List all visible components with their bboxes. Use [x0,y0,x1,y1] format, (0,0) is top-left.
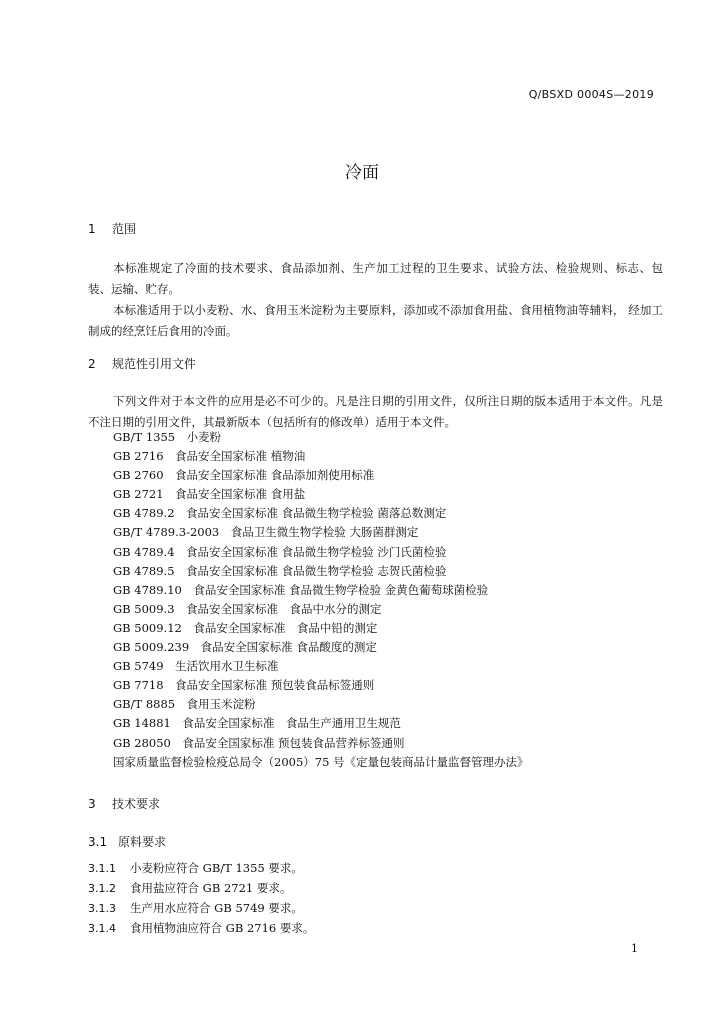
section-title: 规范性引用文件 [112,357,197,371]
reference-item: GB 5749 生活饮用水卫生标准 [113,659,279,674]
subsection-title: 原料要求 [118,835,167,849]
page-number: 1 [631,942,638,955]
clause-number: 3.1.1 [88,862,116,875]
section-number: 1 [88,222,96,236]
section-number: 2 [88,357,96,371]
requirement-item [88,918,668,938]
document-code: Q/BSXD 0004S—2019 [528,88,654,101]
section-heading-scope [88,220,136,237]
clause-text: 生产用水应符合 GB 5749 要求。 [130,901,303,915]
requirement-item [88,858,668,878]
clause-text: 小麦粉应符合 GB/T 1355 要求。 [130,861,303,875]
reference-item: GB/T 4789.3-2003 食品卫生微生物学检验 大肠菌群测定 [113,525,419,540]
document-title: 冷面 [345,163,379,183]
section-title: 范围 [112,222,137,236]
subsection-number: 3.1 [88,835,108,849]
requirement-item [88,898,668,918]
clause-text: 食用盐应符合 GB 2721 要求。 [130,881,292,895]
subsection-heading-raw-materials [88,833,166,850]
clause-number: 3.1.4 [88,922,116,935]
reference-item: GB 2716 食品安全国家标准 植物油 [113,449,306,464]
reference-item: GB 5009.239 食品安全国家标准 食品酸度的测定 [113,640,377,655]
clause-number: 3.1.3 [88,902,116,915]
reference-item: GB 5009.3 食品安全国家标准 食品中水分的测定 [113,601,382,616]
reference-item: GB 2721 食品安全国家标准 食用盐 [113,487,306,502]
scope-paragraph-1: 本标准规定了冷面的技术要求、食品添加剂、生产加工过程的卫生要求、试验方法、检验规则、标志、包装、运输、贮存。 [88,261,663,296]
reference-item: GB 5009.12 食品安全国家标准 食品中铅的测定 [113,620,378,635]
reference-item: GB 28050 食品安全国家标准 预包装食品营养标签通则 [113,735,405,750]
raw-material-requirements [88,858,668,938]
section-heading-references [88,355,196,372]
reference-item: GB 4789.4 食品安全国家标准 食品微生物学检验 沙门氏菌检验 [113,544,447,559]
reference-item: GB 14881 食品安全国家标准 食品生产通用卫生规范 [113,716,401,731]
reference-item: GB 7718 食品安全国家标准 预包装食品标签通则 [113,678,375,693]
reference-item: GB 4789.10 食品安全国家标准 食品微生物学检验 金黄色葡萄球菌检验 [113,582,489,597]
scope-paragraph-2: 本标准适用于以小麦粉、水、食用玉米淀粉为主要原料，添加或不添加食用盐、食用植物油等辅料， 经加工制成的经烹饪后食用的冷面。 [88,303,663,338]
reference-item: GB/T 8885 食用玉米淀粉 [113,697,256,712]
reference-item: 国家质量监督检验检疫总局令（2005）75 号《定量包装商品计量监督管理办法》 [113,754,529,769]
clause-text: 食用植物油应符合 GB 2716 要求。 [130,921,315,935]
references-intro: 下列文件对于本文件的应用是必不可少的。凡是注日期的引用文件，仅所注日期的版本适用于本文件。凡是不注日期的引用文件，其最新版本（包括所有的修改单）适用于本文件。 [88,394,663,429]
reference-item: GB/T 1355 小麦粉 [113,430,222,444]
reference-item: GB 2760 食品安全国家标准 食品添加剂使用标准 [113,468,375,483]
requirement-item [88,878,668,898]
section-number: 3 [88,797,96,811]
reference-item: GB 4789.5 食品安全国家标准 食品微生物学检验 志贺氏菌检验 [113,563,447,578]
section-title: 技术要求 [112,797,161,811]
clause-number: 3.1.2 [88,882,116,895]
section-heading-technical [88,795,160,812]
reference-list [113,428,673,772]
reference-item: GB 4789.2 食品安全国家标准 食品微生物学检验 菌落总数测定 [113,506,447,521]
